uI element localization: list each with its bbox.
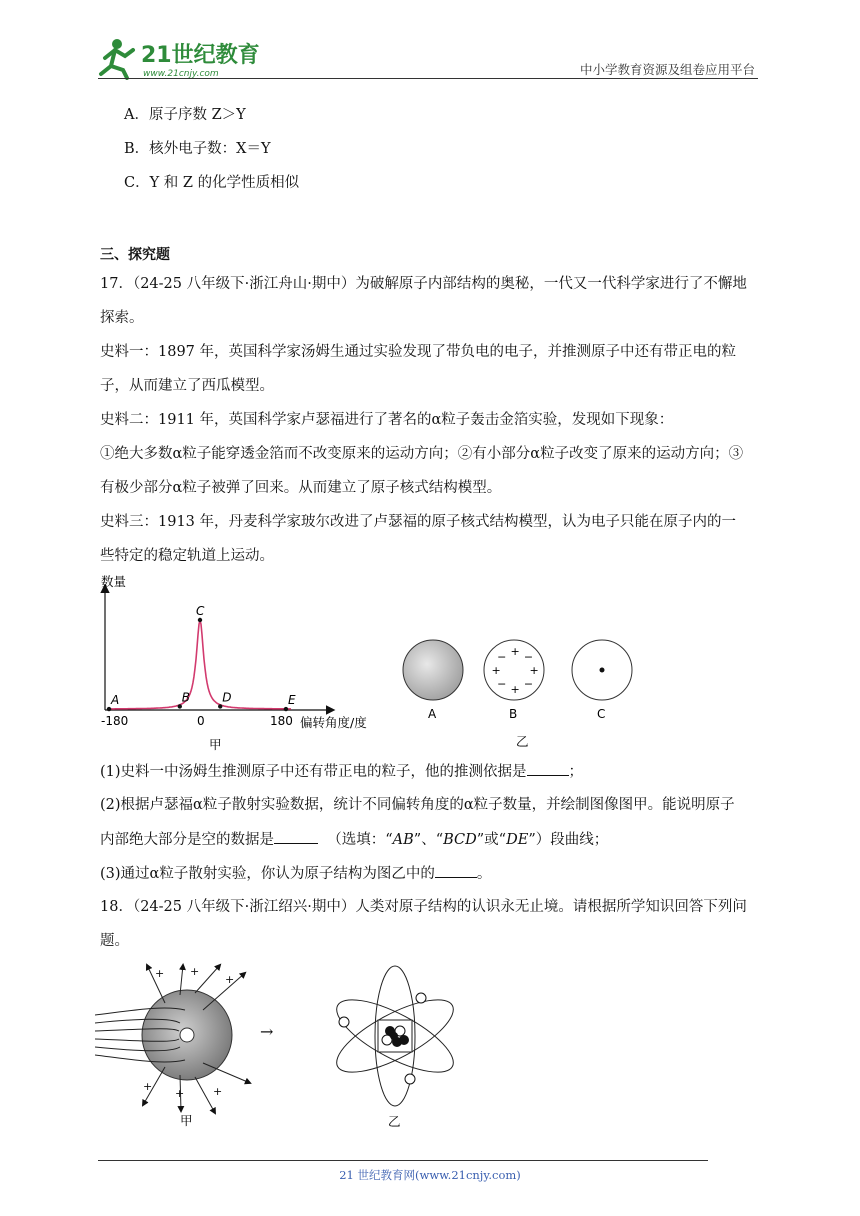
q18-figure-yi bbox=[325, 958, 465, 1133]
q17-part2-text: 内部绝大部分是空的数据是 bbox=[100, 832, 274, 848]
option-b: B．核外电子数：X＝Y bbox=[124, 141, 271, 157]
q17-part2-line2 bbox=[100, 829, 608, 850]
scattering-curve bbox=[109, 620, 291, 709]
q17-part3 bbox=[100, 863, 491, 884]
q17-history2: 史料二：1911 年，英国科学家卢瑟福进行了著名的α粒子轰击金箔实验，发现如下现象： bbox=[100, 412, 674, 428]
electron-icon bbox=[339, 1017, 349, 1027]
fig17-caption-yi: 乙 bbox=[516, 734, 529, 749]
q18-stem-line1: 18．（24-25 八年级下·浙江绍兴·期中）人类对原子结构的认识永无止境。请根据所学知识回答下列问 bbox=[100, 899, 747, 915]
model-a-solid-sphere bbox=[403, 640, 463, 700]
plus-sign: + bbox=[225, 973, 235, 986]
q17-history3-line2: 些特定的稳定轨道上运动。 bbox=[100, 548, 274, 564]
chart-point-c bbox=[198, 618, 202, 622]
q17-phenomena-line2: 有极少部分α粒子被弹了回来。从而建立了原子核式结构模型。 bbox=[100, 480, 502, 496]
q17-history1-line2: 子，从而建立了西瓜模型。 bbox=[100, 378, 274, 394]
chart-point-a bbox=[107, 707, 111, 711]
q17-history1-line1: 史料一：1897 年，英国科学家汤姆生通过实验发现了带负电的电子，并推测原子中还有带正电的粒 bbox=[100, 344, 737, 360]
q17-part2-choice-close: ”）段曲线； bbox=[528, 832, 609, 848]
charge-sign: − bbox=[497, 677, 507, 691]
chart-point-label-b: B bbox=[181, 690, 191, 705]
charge-sign: − bbox=[523, 677, 534, 691]
q17-part2-line1: (2)根据卢瑟福α粒子散射实验数据，统计不同偏转角度的α粒子数量，并绘制图像图甲。能说明原子 bbox=[100, 797, 735, 813]
electron-icon bbox=[405, 1074, 415, 1084]
option-a: A．原子序数 Z＞Y bbox=[124, 107, 246, 123]
charge-sign: + bbox=[491, 664, 501, 677]
q17-history3-line1: 史料三：1913 年，丹麦科学家玻尔改进了卢瑟福的原子核式结构模型，认为电子只能在原子内的一 bbox=[100, 514, 737, 530]
plus-sign: + bbox=[213, 1085, 223, 1098]
fig18-caption-yi: 乙 bbox=[388, 1114, 401, 1129]
nucleus-icon bbox=[180, 1028, 194, 1042]
answer-blank-3[interactable] bbox=[435, 863, 477, 878]
footer-divider bbox=[98, 1160, 708, 1161]
deflected-particle-arrow bbox=[195, 1077, 215, 1113]
charge-sign: + bbox=[529, 664, 539, 677]
plus-sign: + bbox=[155, 967, 165, 980]
nucleus-particles bbox=[382, 1026, 409, 1047]
choice-de: DE bbox=[506, 832, 529, 848]
x-tick-180: 180 bbox=[270, 714, 293, 728]
logo-main-text: 21世纪教育 bbox=[141, 43, 260, 68]
model-label-a: A bbox=[428, 707, 437, 721]
fig17-caption-jia: 甲 bbox=[209, 737, 222, 752]
q17-part1-end: ； bbox=[568, 764, 584, 780]
y-axis-label: 数量 bbox=[101, 574, 127, 589]
answer-blank-2[interactable] bbox=[274, 829, 318, 844]
charge-sign: + bbox=[510, 683, 520, 696]
footer-site-text: 21 世纪教育网(www.21cnjy.com) bbox=[339, 1168, 521, 1182]
plus-sign: + bbox=[143, 1080, 153, 1093]
x-tick-0: 0 bbox=[197, 714, 205, 728]
model-label-c: C bbox=[597, 707, 606, 721]
charge-sign: − bbox=[523, 650, 534, 664]
choice-ab: AB bbox=[392, 832, 414, 848]
header-platform-text: 中小学教育资源及组卷应用平台 bbox=[579, 62, 755, 77]
q17-phenomena-line1: ①绝大多数α粒子能穿透金箔而不改变原来的运动方向；②有小部分α粒子改变了原来的运动方向；③ bbox=[100, 446, 744, 462]
chart-point-label-a: A bbox=[111, 693, 120, 708]
option-c: C．Y 和 Z 的化学性质相似 bbox=[124, 175, 300, 191]
q17-stem-line1: 17．（24-25 八年级下·浙江舟山·期中）为破解原子内部结构的奥秘，一代又一代科学家进行了不懈地 bbox=[100, 276, 747, 292]
q17-part1 bbox=[100, 761, 583, 782]
q17-part3-end: 。 bbox=[476, 866, 492, 882]
fig18-caption-jia: 甲 bbox=[180, 1113, 193, 1128]
x-tick-neg180: -180 bbox=[101, 714, 129, 728]
charge-sign: + bbox=[510, 645, 520, 658]
model-label-b: B bbox=[509, 707, 518, 721]
header-divider bbox=[98, 78, 758, 79]
x-axis-label: 偏转角度/度 bbox=[300, 715, 367, 730]
section-title: 三、探究题 bbox=[100, 247, 170, 263]
q17-part2-choice-sep2: ”或“ bbox=[476, 832, 507, 848]
q17-part3-text: (3)通过α粒子散射实验，你认为原子结构为图乙中的 bbox=[100, 866, 435, 882]
q18-figure-jia bbox=[95, 955, 270, 1135]
chart-point-d bbox=[218, 704, 222, 708]
runner-logo-icon bbox=[95, 36, 275, 80]
q17-part1-text: (1)史料一中汤姆生推测原子中还有带正电的粒子，他的推测依据是 bbox=[100, 764, 527, 780]
q17-part2-choice-sep1: ”、“ bbox=[413, 832, 444, 848]
plus-sign: + bbox=[175, 1087, 185, 1100]
charge-sign: − bbox=[497, 650, 507, 664]
q18-stem-line2: 题。 bbox=[100, 933, 129, 949]
logo-url-text: www.21cnjy.com bbox=[143, 69, 219, 79]
deflected-particle-arrow bbox=[203, 973, 245, 1010]
chart-point-label-c: C bbox=[196, 604, 205, 618]
chart-point-label-e: E bbox=[287, 693, 296, 708]
header-logo bbox=[95, 36, 275, 80]
atom-models-figure bbox=[395, 630, 645, 750]
scattering-chart bbox=[95, 572, 395, 752]
plus-sign: + bbox=[190, 965, 200, 978]
model-c-nucleus-dot bbox=[600, 668, 605, 673]
answer-blank-1[interactable] bbox=[527, 761, 569, 776]
q17-part2-choice-open: （选填：“ bbox=[327, 832, 393, 848]
chart-point-e bbox=[284, 707, 288, 711]
chart-point-b bbox=[178, 704, 182, 708]
q17-stem-line2: 探索。 bbox=[100, 310, 144, 326]
electron-icon bbox=[416, 993, 426, 1003]
transition-arrow-icon: → bbox=[260, 1022, 274, 1041]
chart-point-label-d: D bbox=[222, 690, 232, 705]
choice-bcd: BCD bbox=[443, 832, 477, 848]
